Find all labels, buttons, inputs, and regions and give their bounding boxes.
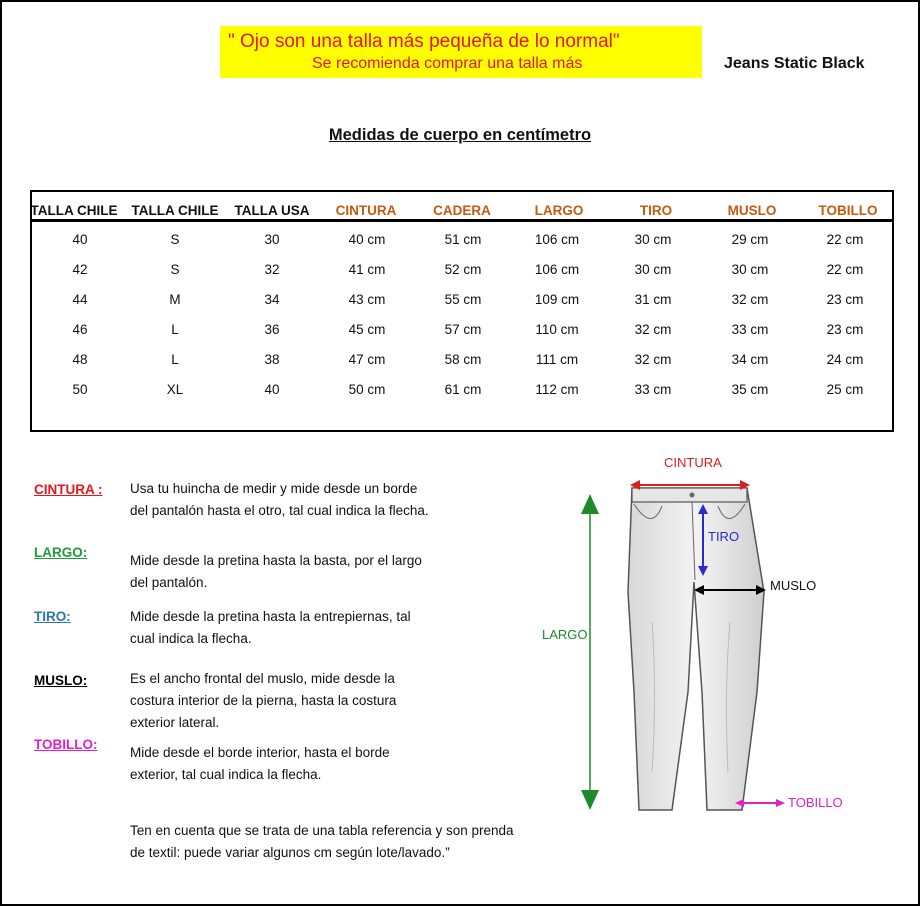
size-table: [30, 190, 894, 432]
cell-talla-letter: S: [170, 262, 180, 277]
header-talla-chile-letter: TALLA CHILE: [131, 203, 219, 218]
header-muslo: MUSLO: [727, 203, 777, 218]
cell-talla-usa: 40: [264, 382, 280, 397]
cell-tobillo: 22 cm: [826, 232, 864, 247]
label-largo: LARGO: [542, 627, 588, 642]
cell-cadera: 61 cm: [444, 382, 482, 397]
cell-cadera: 52 cm: [444, 262, 482, 277]
header-talla-usa: TALLA USA: [234, 203, 310, 218]
term-largo: LARGO:: [34, 545, 88, 560]
cell-cadera: 58 cm: [444, 352, 482, 367]
table-header: [32, 192, 892, 222]
largo-arrow: [581, 494, 599, 810]
cell-talla-letter: L: [171, 322, 179, 337]
desc-tobillo: Mide desde el borde interior, hasta el borde exterior, tal cual indica la flecha.: [130, 745, 390, 782]
cell-tobillo: 22 cm: [826, 262, 864, 277]
cell-muslo: 34 cm: [731, 352, 769, 367]
header-cadera: CADERA: [433, 203, 491, 218]
cell-largo: 109 cm: [534, 292, 580, 307]
cell-cintura: 43 cm: [348, 292, 386, 307]
table-row: [32, 232, 892, 262]
header-tobillo: TOBILLO: [818, 203, 878, 218]
warning-line-1: " Ojo son una talla más pequeña de lo normal": [228, 31, 620, 52]
desc-muslo: Es el ancho frontal del muslo, mide desde la costura interior de la pierna, hasta la costura exterior lateral.: [130, 671, 397, 730]
cell-muslo: 32 cm: [731, 292, 769, 307]
cell-talla-usa: 32: [264, 262, 280, 277]
cell-largo: 106 cm: [534, 262, 580, 277]
warning-line-2: Se recomienda comprar una talla más: [312, 55, 583, 72]
label-cintura: CINTURA: [664, 455, 722, 470]
cell-talla-chile: 42: [72, 262, 88, 277]
header-tiro: TIRO: [639, 203, 673, 218]
cell-talla-letter: M: [169, 292, 181, 307]
cell-tiro: 32 cm: [634, 352, 672, 367]
label-tobillo: TOBILLO: [788, 795, 843, 810]
term-tobillo: TOBILLO:: [34, 737, 98, 752]
cell-cintura: 50 cm: [348, 382, 386, 397]
cell-largo: 112 cm: [535, 382, 579, 397]
desc-tiro: Mide desde la pretina hasta la entrepiernas, tal cual indica la flecha.: [130, 609, 411, 646]
table-row: [32, 352, 892, 382]
cell-talla-chile: 40: [72, 232, 88, 247]
cell-tiro: 32 cm: [634, 322, 672, 337]
tobillo-arrow: [735, 799, 785, 807]
cell-talla-usa: 38: [264, 352, 280, 367]
cell-talla-chile: 48: [72, 352, 88, 367]
cell-tobillo: 25 cm: [826, 382, 864, 397]
cell-muslo: 33 cm: [731, 322, 769, 337]
cell-cintura: 45 cm: [348, 322, 386, 337]
cell-talla-chile: 44: [72, 292, 88, 307]
label-tiro: TIRO: [708, 529, 740, 544]
warning-banner: [220, 26, 702, 78]
cell-muslo: 30 cm: [731, 262, 769, 277]
table-row: [32, 382, 892, 412]
cell-cintura: 41 cm: [348, 262, 386, 277]
cell-talla-chile: 46: [72, 322, 88, 337]
term-tiro: TIRO:: [34, 609, 71, 624]
cell-muslo: 35 cm: [731, 382, 769, 397]
cell-largo: 110 cm: [535, 322, 579, 337]
cell-talla-usa: 36: [264, 322, 280, 337]
cell-talla-chile: 50: [72, 382, 88, 397]
desc-largo: Mide desde la pretina hasta la basta, por el largo del pantalón.: [130, 553, 422, 590]
label-muslo: MUSLO: [770, 578, 817, 593]
disclaimer-note: Ten en cuenta que se trata de una tabla referencia y son prenda de textil: puede variar algunos cm según lote/lavado.”: [130, 823, 514, 860]
cell-cintura: 40 cm: [348, 232, 386, 247]
cell-talla-usa: 30: [264, 232, 280, 247]
jeans-diagram: [502, 442, 902, 842]
cell-tiro: 30 cm: [634, 232, 672, 247]
cell-cadera: 57 cm: [444, 322, 482, 337]
cell-cadera: 51 cm: [444, 232, 482, 247]
table-row: [32, 322, 892, 352]
table-row: [32, 292, 892, 322]
cell-tiro: 30 cm: [634, 262, 672, 277]
jeans-illustration: [628, 488, 764, 810]
table-heading: [2, 126, 918, 145]
cell-talla-letter: S: [170, 232, 180, 247]
cell-tiro: 33 cm: [634, 382, 672, 397]
header-talla-chile: TALLA CHILE: [30, 203, 118, 218]
cell-talla-usa: 34: [264, 292, 280, 307]
cell-tobillo: 23 cm: [826, 292, 864, 307]
cell-cadera: 55 cm: [444, 292, 482, 307]
cell-largo: 111 cm: [535, 352, 579, 367]
cell-talla-letter: XL: [166, 382, 184, 397]
desc-cintura: Usa tu huincha de medir y mide desde un borde del pantalón hasta el otro, tal cual indica la flecha.: [130, 481, 429, 518]
table-row: [32, 262, 892, 292]
cell-tobillo: 23 cm: [826, 322, 864, 337]
cell-cintura: 47 cm: [348, 352, 386, 367]
term-cintura: CINTURA :: [34, 482, 103, 497]
cell-tobillo: 24 cm: [826, 352, 864, 367]
cell-muslo: 29 cm: [731, 232, 769, 247]
header-largo: LARGO: [534, 203, 584, 218]
header-cintura: CINTURA: [335, 203, 397, 218]
term-muslo: MUSLO:: [34, 673, 88, 688]
table-title: Medidas de cuerpo en centímetro: [328, 126, 592, 144]
cell-tiro: 31 cm: [634, 292, 672, 307]
cell-talla-letter: L: [171, 352, 179, 367]
product-name: Jeans Static Black: [724, 55, 865, 72]
cell-largo: 106 cm: [534, 232, 580, 247]
